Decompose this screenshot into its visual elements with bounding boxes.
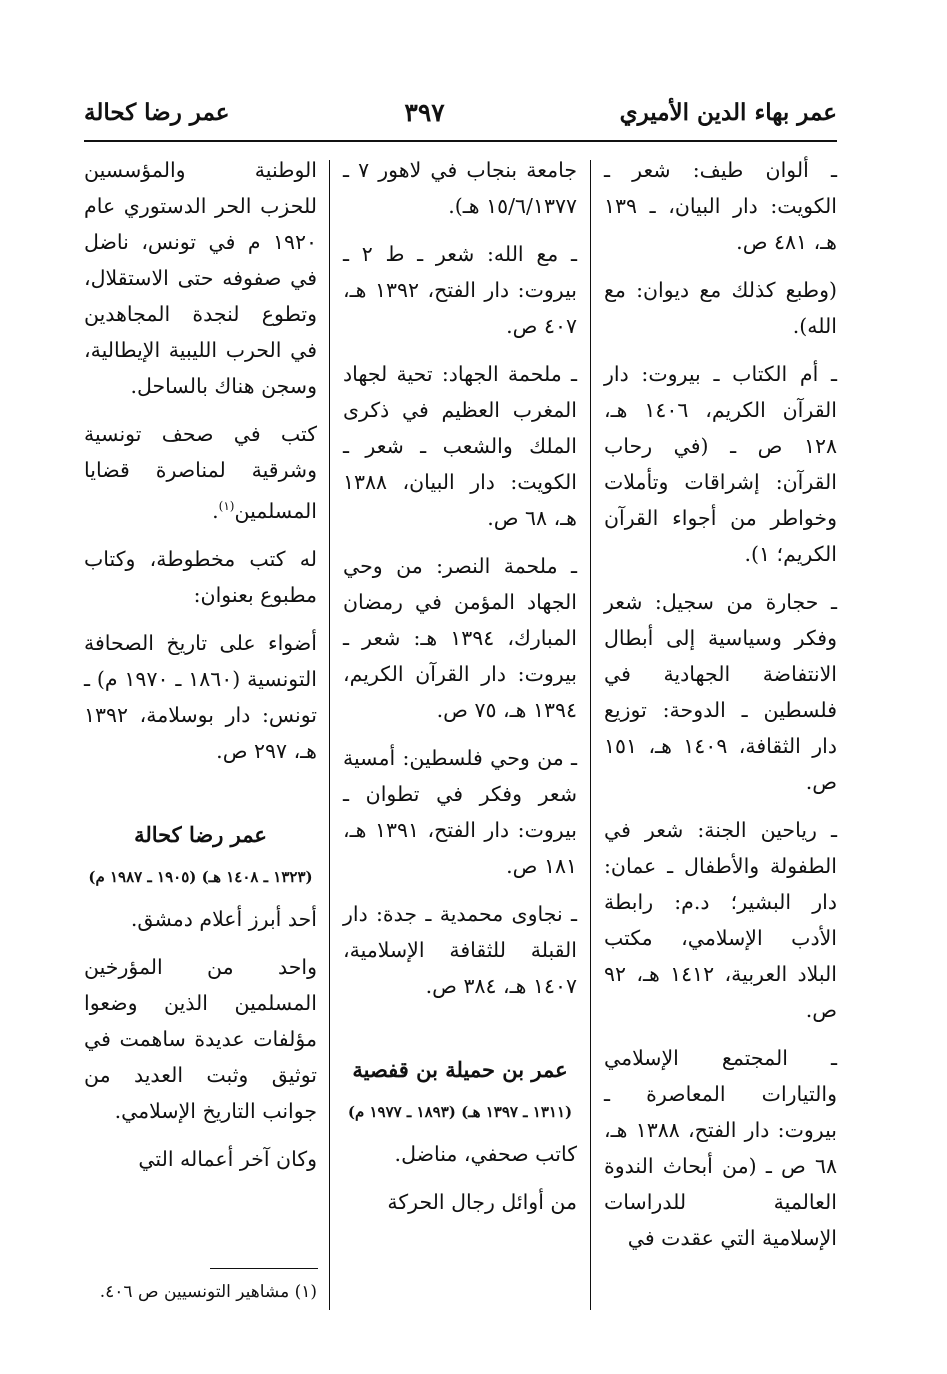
entry-title: عمر رضا كحالة: [134, 821, 267, 847]
paragraph: له كتب مخطوطة، وكتاب مطبوع بعنوان:: [84, 546, 317, 607]
paragraph: كاتب صحفي، مناضل.: [394, 1142, 577, 1166]
footnote: (١) مشاهير التونسيين ص ٤٠٦.: [99, 1282, 317, 1302]
column-divider-right: [590, 160, 591, 1310]
paragraph: ـ ألوان طيف: شعر ـ الكويت: دار البيان، ـ ١٣٩ هـ، ٤٨١ ص.: [604, 158, 837, 254]
paragraph: واحد من المؤرخين المسلمين الذين وضعوا مؤلفات عديدة ساهمت في توثيق وثبت العديد من جوانب التاريخ الإسلامي.: [84, 954, 317, 1123]
page-number: ٣٩٧: [404, 97, 445, 127]
spacer: [84, 781, 317, 817]
entry-title: عمر بن حميلة بن قفصية: [352, 1057, 568, 1082]
paragraph: ـ ملحمة النصر: من وحي الجهاد المؤمن في رمضان المبارك، ١٣٩٤ هـ: شعر ـ بيروت: دار القرآن الكريم، ١٣٩٤ هـ، ٧٥ ص.: [343, 554, 578, 722]
entry-dates: (١٣١١ ـ ١٣٩٧ هـ) (١٨٩٣ ـ ١٩٧٧ م): [347, 1103, 573, 1121]
paragraph: أضواء على تاريخ الصحافة التونسية (١٨٦٠ ـ ١٩٧٠ م) ـ تونس: دار بوسلامة، ١٣٩٢ هـ، ٢٩٧ ص.: [84, 630, 317, 763]
paragraph: (وطبع كذلك مع ديوان: مع الله).: [604, 278, 837, 338]
paragraph-end: .: [212, 498, 219, 523]
header-rule: [84, 140, 837, 142]
paragraph: ـ رياحين الجنة: شعر في الطفولة والأطفال ـ عمان: دار البشير؛ د.م: رابطة الأدب الإسلامي، مكتب البلاد العربية، ١٤١٢ هـ، ٩٢ ص.: [604, 818, 837, 1022]
footnote-ref[interactable]: (١): [218, 499, 235, 513]
paragraph: الوطنية والمؤسسين للحزب الحر الدستوري عام ١٩٢٠ م في تونس، ناضل في صفوفه حتى الاستقلال، وتطوع لنجدة المجاهدين في الحرب الليبية الإيطالية، وسجن هناك بالساحل.: [84, 158, 317, 398]
header-right-title: عمر بهاء الدين الأميري: [619, 98, 837, 126]
paragraph: ـ أم الكتاب ـ بيروت: دار القرآن الكريم، ١٤٠٦ هـ، ١٢٨ ص ـ (في رحاب القرآن: إشراقات وتأملات وخواطر من أجواء القرآن الكريم؛ ١).: [604, 362, 838, 566]
paragraph: ـ حجارة من سجيل: شعر وفكر وسياسية إلى أبطال الانتفاضة الجهادية في فلسطين ـ الدوحة: توزيع دار الثقافة، ١٤٠٩ هـ، ١٥١ ص.: [604, 590, 837, 794]
entry-dates: (١٣٢٣ ـ ١٤٠٨ هـ) (١٩٠٥ ـ ١٩٨٧ م): [88, 867, 313, 886]
column-left: [84, 152, 317, 1189]
running-header: [84, 92, 837, 132]
paragraph: ـ ملحمة الجهاد: تحية لجهاد المغرب العظيم في ذكرى الملك والشعب ـ شعر ـ الكويت: دار البيان، ١٣٨٨ هـ، ٦٨ ص.: [343, 362, 577, 530]
paragraph: وكان آخر أعماله التي: [138, 1146, 317, 1171]
paragraph: [84, 416, 317, 529]
paragraph: ـ نجاوى محمدية ـ جدة: دار القبلة للثقافة الإسلامية، ١٤٠٧ هـ، ٣٨٤ ص.: [343, 902, 577, 998]
column-middle: [343, 152, 577, 1232]
header-left-title: عمر رضا كحالة: [84, 98, 230, 126]
paragraph: ـ المجتمع الإسلامي والتيارات المعاصرة ـ بيروت: دار الفتح، ١٣٨٨ هـ، ٦٨ ص ـ (من أبحاث الندوة العالمية للدراسات الإسلامية التي عقدت في: [604, 1046, 837, 1250]
paragraph: جامعة بنجاب في لاهور ٧ ـ ١٥/٦/١٣٧٧ هـ).: [343, 158, 577, 218]
paragraph: من أوائل رجال الحركة: [387, 1190, 577, 1214]
spacer: [343, 1016, 577, 1052]
column-divider-left: [329, 160, 330, 1310]
paragraph: أحد أبرز أعلام دمشق.: [130, 906, 317, 931]
column-right: [604, 152, 837, 1268]
paragraph: ـ مع الله: شعر ـ ط ٢ ـ بيروت: دار الفتح، ١٣٩٢ هـ، ٤٠٧ ص.: [343, 242, 577, 338]
paragraph: ـ من وحي فلسطين: أمسية شعر وفكر في تطوان ـ بيروت: دار الفتح، ١٣٩١ هـ، ١٨١ ص.: [343, 746, 577, 878]
footnote-rule: [210, 1268, 318, 1269]
paragraph-text: كتب في صحف تونسية وشرقية لمناصرة قضايا المسلمين: [84, 422, 317, 523]
